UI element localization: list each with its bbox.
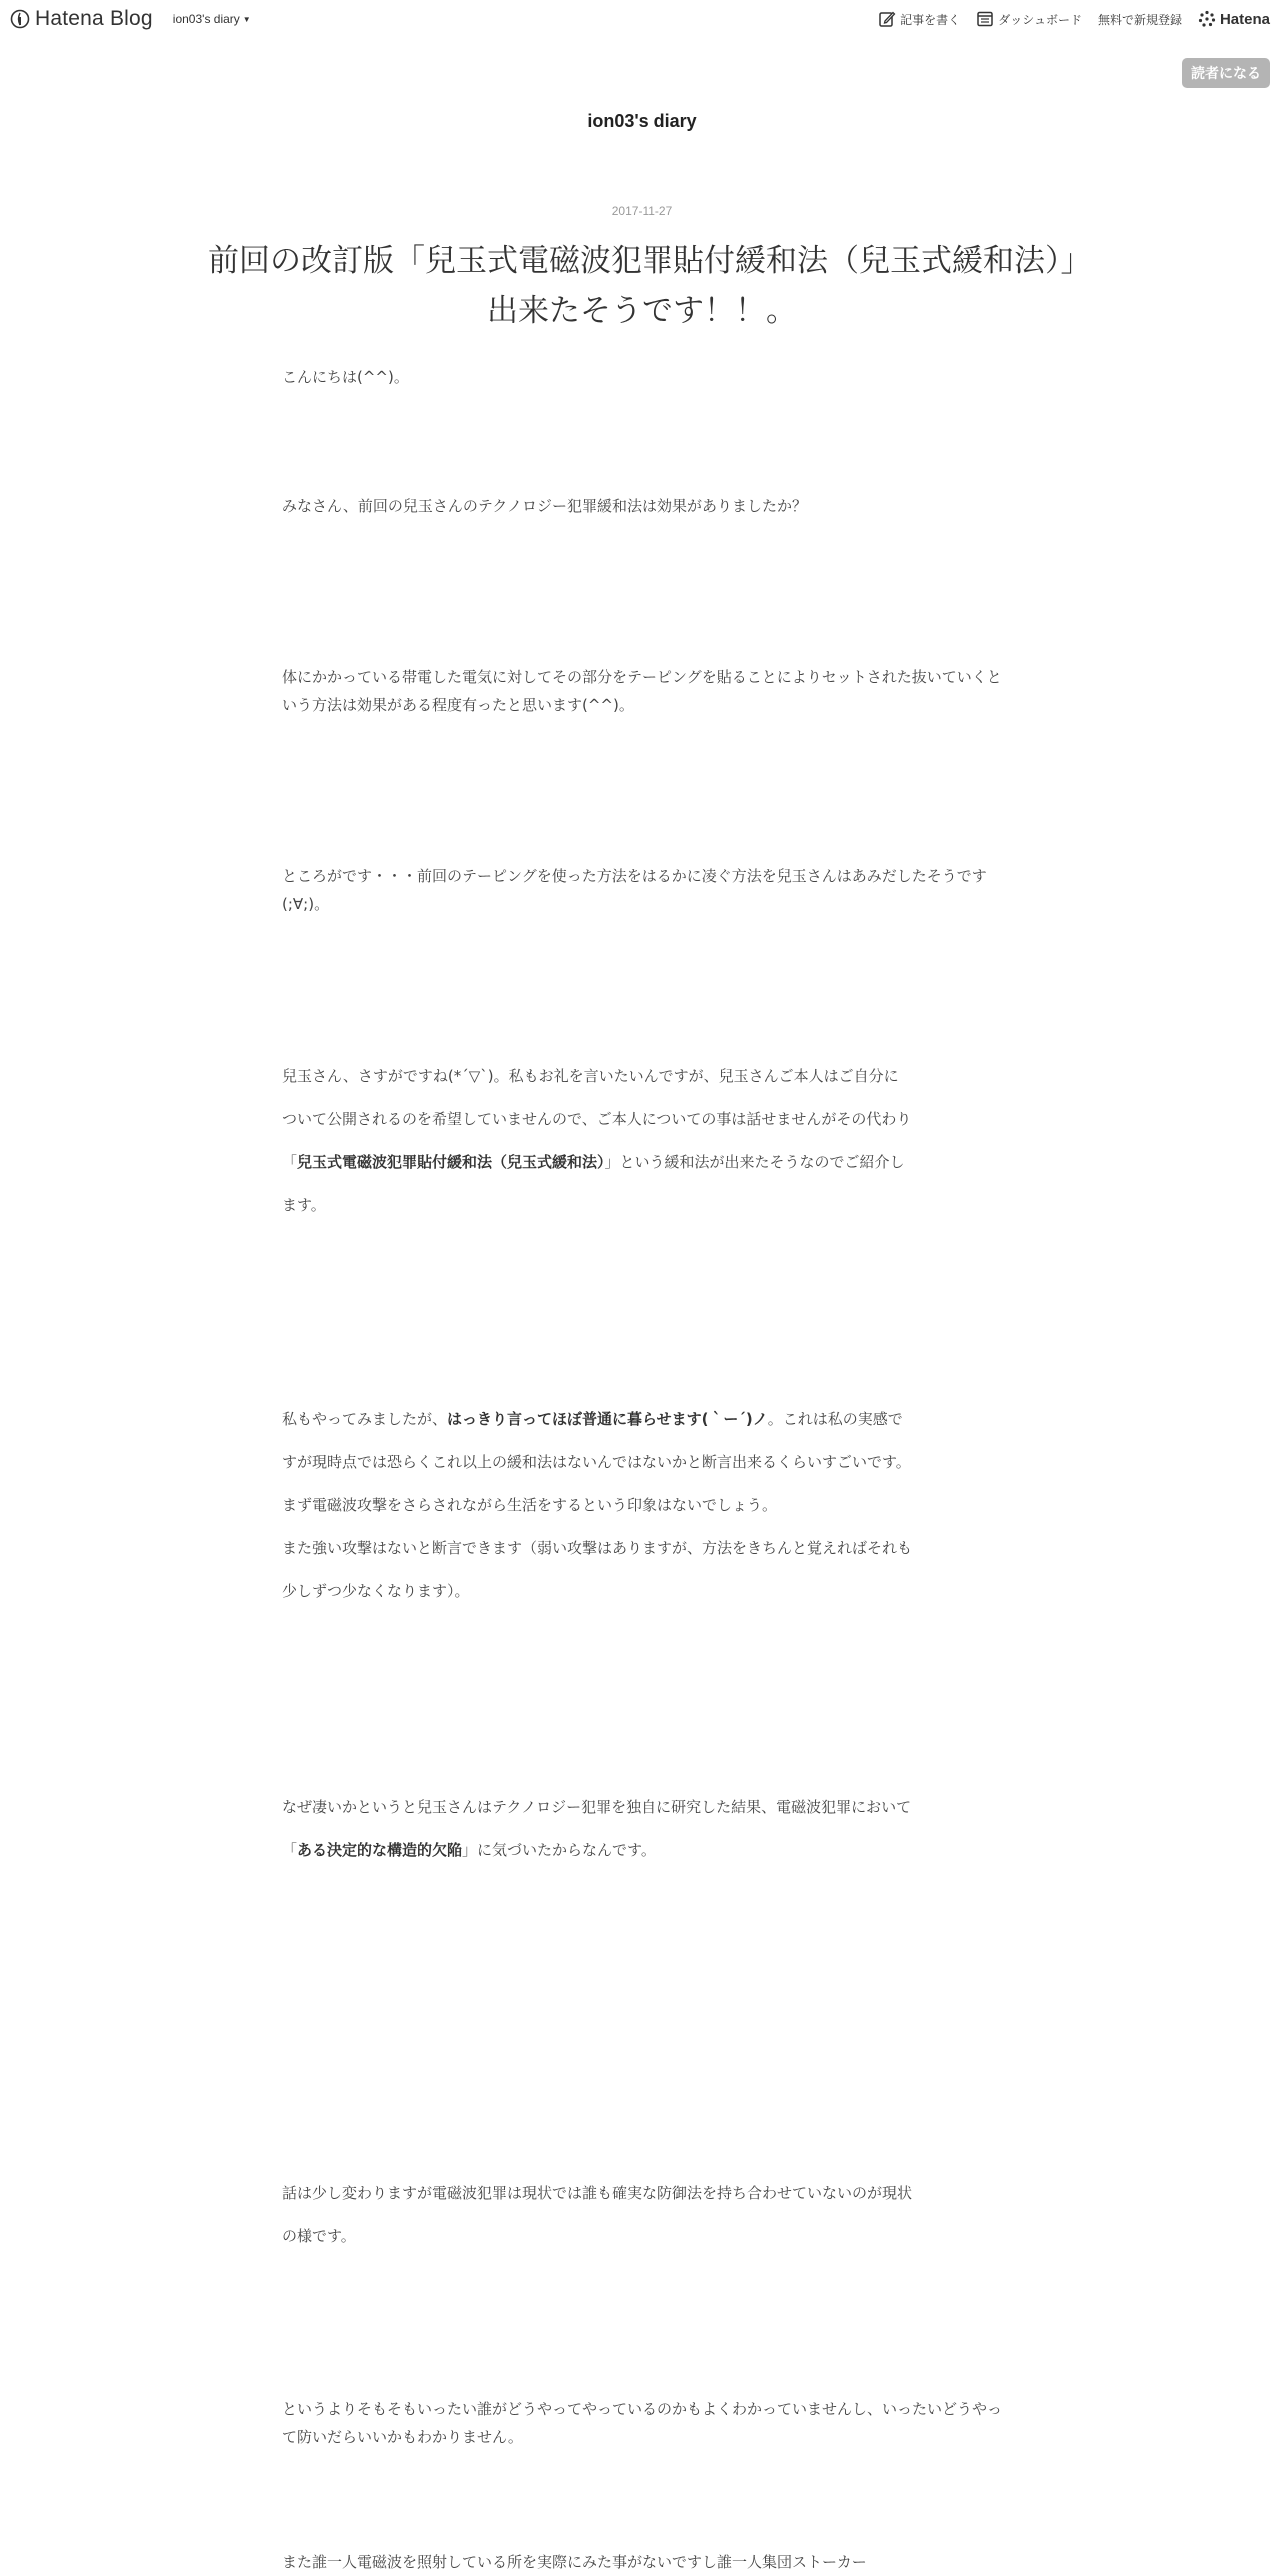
blog-switcher[interactable]	[173, 12, 251, 26]
write-post-label: 記事を書く	[900, 12, 961, 27]
subscribe-button[interactable]: 読者になる	[1182, 58, 1270, 88]
paragraph-text: 。これは私の実感ですが現時点では恐らくこれ以上の緩和法はないんではないかと断言出来るくらいすごいです。まず電磁波攻撃をさらされながら生活をするという印象はないでしょう。	[282, 1410, 911, 1514]
blog-title[interactable]: ion03's diary	[587, 111, 697, 131]
paragraph: また誰一人電磁波を照射している所を実際にみた事がないですし誰一人集団ストーカー	[282, 2553, 867, 2571]
paragraph: みなさん、前回の兒玉さんのテクノロジー犯罪緩和法は効果がありましたか？	[282, 497, 808, 515]
caret-down-icon: ▼	[242, 14, 251, 24]
signup-link[interactable]	[1098, 11, 1182, 28]
dashboard-icon	[976, 10, 994, 28]
signup-label: 無料で新規登録	[1097, 12, 1182, 27]
hatena-blog-logo[interactable]	[10, 7, 153, 31]
paragraph	[282, 1786, 912, 1872]
paragraph: こんにちは(^^)。	[282, 368, 409, 386]
hatena-label: Hatena	[1219, 10, 1270, 28]
logo-text: Hatena Blog	[35, 7, 153, 30]
write-post-link[interactable]	[878, 10, 960, 28]
paragraph-text: また強い攻撃はないと断言できます（弱い攻撃はありますが、方法をきちんと覚えればそれも少しずつ少なくなります）。	[282, 1539, 913, 1600]
global-header	[0, 0, 1284, 38]
dashboard-link[interactable]	[976, 10, 1082, 28]
paragraph-text: 私もやってみましたが、	[282, 1410, 448, 1428]
paragraph-text: 」に気づいたからなんです。	[462, 1841, 656, 1859]
emphasis-text: 兒玉式電磁波犯罪貼付緩和法（兒玉式緩和法）	[297, 1153, 605, 1171]
paragraph: 話は少し変わりますが電磁波犯罪は現状では誰も確実な防御法を持ち合わせていないのが現状の様です。	[282, 2184, 913, 2245]
entry-date[interactable]: 2017-11-27	[611, 204, 673, 218]
emphasis-text: ある決定的な構造的欠陥	[297, 1841, 463, 1859]
paragraph: というよりそもそもいったい誰がどうやってやっているのかもよくわかっていませんし、いったいどうやって防いだらいいかもわかりません。	[282, 2400, 1003, 2446]
paragraph-text: 兒玉さん、さすがですね(*´▽`)。私もお礼を言いたいんですが、兒玉さんご本人はご自分について公開されるのを希望していませんので、ご本人についての事は話せませんがその代わり「	[282, 1067, 912, 1171]
hatena-link[interactable]	[1198, 10, 1270, 28]
dashboard-label: ダッシュボード	[998, 12, 1082, 27]
paragraph-text: 」という緩和法が出来たそうなのでご紹介します。	[282, 1153, 905, 1214]
emphasis-text: はっきり言ってほぼ普通に暮らせます(｀ー´)ノ	[447, 1410, 768, 1428]
paragraph	[282, 1398, 912, 1613]
hatena-blog-logo-icon	[10, 9, 30, 29]
paragraph-text: なぜ凄いかというと兒玉さんはテクノロジー犯罪を独自に研究した結果、電磁波犯罪において「	[282, 1798, 912, 1859]
paragraph: 体にかかっている帯電した電気に対してその部分をテーピングを貼ることによりセットされた抜いていくという方法は効果がある程度有ったと思います(^^)。	[282, 668, 1002, 714]
entry-title[interactable]: 前回の改訂版「兒玉式電磁波犯罪貼付緩和法（兒玉式緩和法）」出来たそうです！！。	[208, 243, 1076, 329]
hatena-dots-icon	[1198, 10, 1216, 28]
blog-switcher-label: ion03's diary	[172, 12, 240, 26]
paragraph: ところがです・・・前回のテーピングを使った方法をはるかに凌ぐ方法を兒玉さんはあみだしたそうです(;∀;)。	[282, 867, 987, 913]
paragraph	[282, 1055, 912, 1227]
edit-icon	[878, 10, 896, 28]
